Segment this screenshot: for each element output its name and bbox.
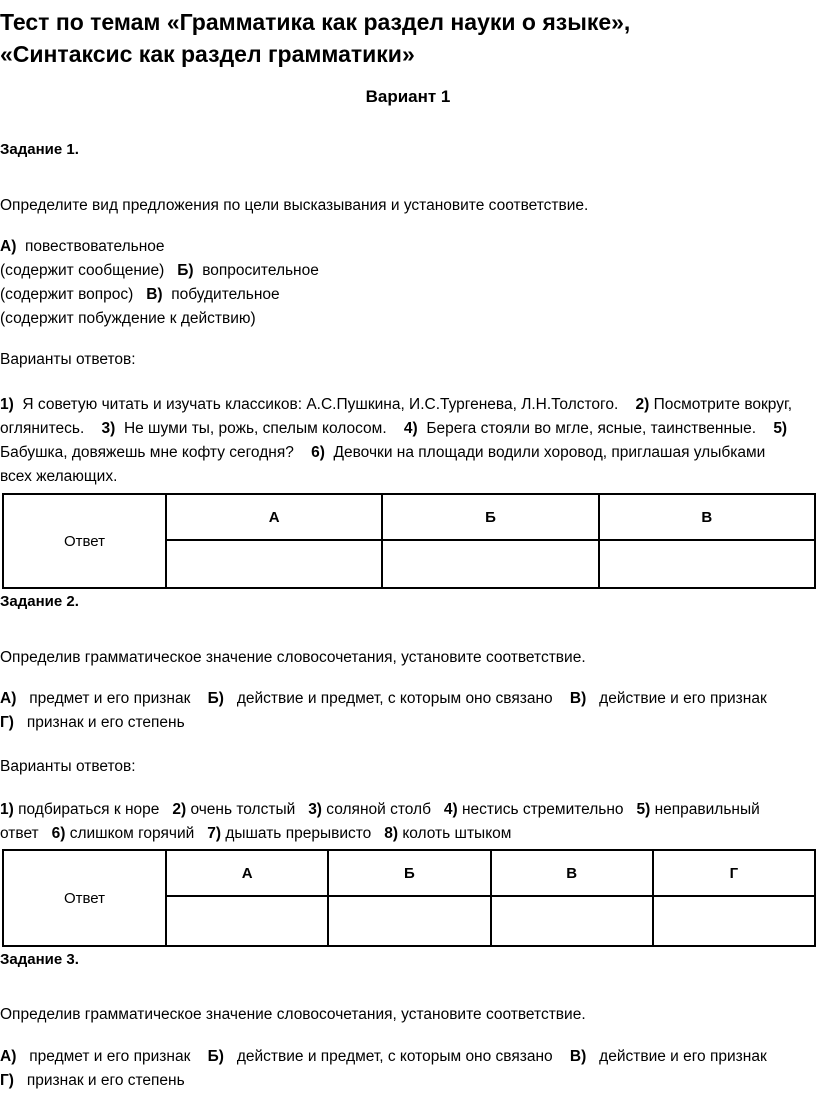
task1-header-a: А: [166, 494, 382, 540]
task1-option-c: (содержит вопрос) В) побудительное: [0, 286, 280, 303]
task2-instruction: Определив грамматическое значение словосочетания, установите соответствие.: [0, 649, 586, 666]
task1-heading: Задание 1.: [0, 141, 79, 158]
task2-answer-cell-c[interactable]: [491, 896, 653, 946]
task2-answer-cell-a[interactable]: [166, 896, 328, 946]
task2-header-c: В: [491, 850, 653, 896]
task2-header-d: Г: [653, 850, 815, 896]
task2-answer-row-label: Ответ: [3, 850, 166, 946]
task1-answer-cell-b[interactable]: [382, 540, 598, 588]
task2-header-a: А: [166, 850, 328, 896]
task1-answer-table: [2, 493, 816, 589]
task2-header-b: Б: [328, 850, 490, 896]
task2-answer-cell-b[interactable]: [328, 896, 490, 946]
task1-answers-label: Варианты ответов:: [0, 351, 136, 368]
task2-options-line-1: А) предмет и его признак Б) действие и предмет, с которым оно связано В) действие и его признак: [0, 690, 767, 707]
task1-answers-line-2: оглянитесь. 3) Не шуми ты, рожь, спелым колосом. 4) Берега стояли во мгле, ясные, таинственные. 5): [0, 420, 788, 437]
task3-instruction: Определив грамматическое значение словосочетания, установите соответствие.: [0, 1006, 586, 1023]
task2-answers-line-1: 1) подбираться к норе 2) очень толстый 3) соляной столб 4) нестись стремительно 5) неправильный: [0, 801, 760, 818]
task2-answer-cell-d[interactable]: [653, 896, 815, 946]
task1-header-b: Б: [382, 494, 598, 540]
task1-answers-line-3: Бабушка, довяжешь мне кофту сегодня? 6) Девочки на площади водили хоровод, приглашая улыбками: [0, 444, 766, 461]
document-title: [0, 6, 630, 70]
task1-answers-line-4: всех желающих.: [0, 468, 118, 485]
task2-answers-label: Варианты ответов:: [0, 758, 136, 775]
task1-option-c-note: (содержит побуждение к действию): [0, 310, 256, 327]
task1-answers-line-1: 1) Я советую читать и изучать классиков: А.С.Пушкина, И.С.Тургенева, Л.Н.Толстого. 2) Посмотрите вокруг,: [0, 396, 793, 413]
task1-answer-cell-c[interactable]: [599, 540, 815, 588]
task3-options-line-2: Г) признак и его степень: [0, 1072, 185, 1089]
title-line-2: «Синтаксис как раздел грамматики»: [0, 41, 415, 67]
task2-heading: Задание 2.: [0, 593, 79, 610]
title-line-1: Тест по темам «Грамматика как раздел науки о языке»,: [0, 9, 631, 35]
task1-answer-cell-a[interactable]: [166, 540, 382, 588]
task2-answers-line-2: ответ 6) слишком горячий 7) дышать прерывисто 8) колоть штыком: [0, 825, 512, 842]
task1-instruction: Определите вид предложения по цели высказывания и установите соответствие.: [0, 197, 589, 214]
task1-option-b: (содержит сообщение) Б) вопросительное: [0, 262, 319, 279]
task1-option-a: А) повествовательное: [0, 238, 165, 255]
task2-answer-table: [2, 849, 816, 947]
task3-heading: Задание 3.: [0, 951, 79, 968]
task1-header-c: В: [599, 494, 815, 540]
task1-answer-row-label: Ответ: [3, 494, 166, 588]
variant-heading: Вариант 1: [365, 87, 451, 106]
task2-options-line-2: Г) признак и его степень: [0, 714, 185, 731]
task3-options-line-1: А) предмет и его признак Б) действие и предмет, с которым оно связано В) действие и его признак: [0, 1048, 767, 1065]
